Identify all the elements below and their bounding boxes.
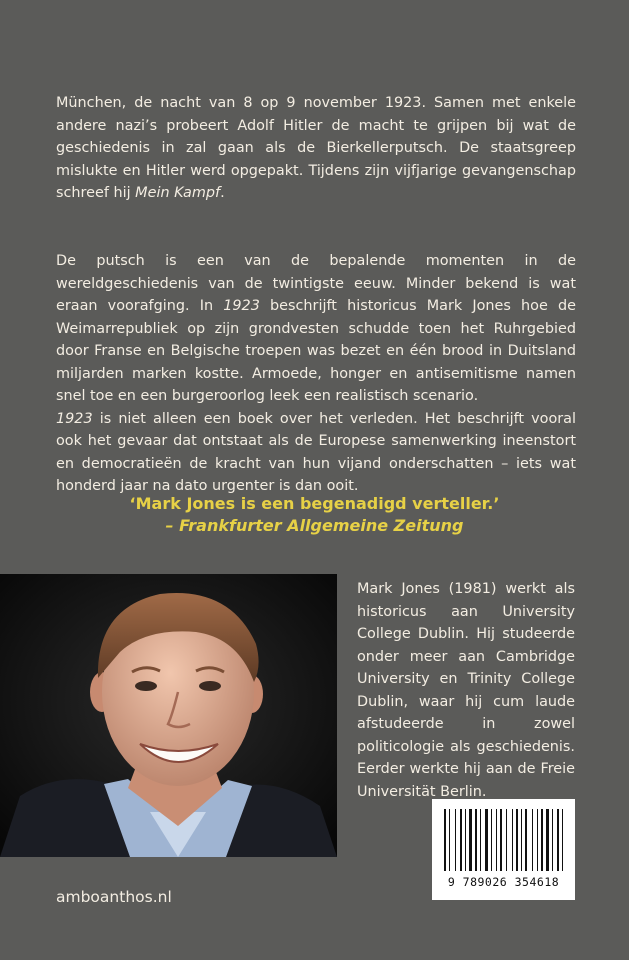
review-source: – Frankfurter Allgemeine Zeitung — [165, 516, 464, 535]
barcode-bar — [512, 809, 513, 871]
body-line-2: beschrijft historicus Mark Jones hoe de Weimarrepubliek op zijn grondvesten schudde toen het Ruhrgebied door Franse en Belgische troepen was bezet en één brood in Duitsland miljarden marken kostte. Armoede, honger en antisemitisme namen snel toe en een burgeroorlog leek een realistisch scenario. — [56, 298, 576, 404]
barcode-bar — [485, 809, 488, 871]
barcode-bar — [541, 809, 543, 871]
isbn-number: 9 789026 354618 — [447, 875, 560, 889]
barcode-bar — [521, 809, 522, 871]
barcode-bar — [465, 809, 466, 871]
intro-text: München, de nacht van 8 op 9 november 1923. Samen met enkele andere nazi’s probeert Adolf Hitler de macht te grijpen bij wat de geschiedenis in zal gaan als de Bierkellerputsch. De staatsgreep mislukte en Hitler werd opgepakt. Tijdens zijn vijfjarige gevangenschap schreef hij — [56, 95, 576, 201]
publisher-website: amboanthos.nl — [56, 888, 172, 906]
body-book-title-1: 1923 — [223, 298, 260, 314]
intro-end: . — [220, 185, 225, 201]
body-line-3: is niet alleen een boek over het verleden. Het beschrijft vooral ook het gevaar dat ontstaat als de Europese samenwerking ineenstort en democratieën de kracht van hun vijand onderschatten – iets wat honderd jaar na dato urgenter is dan ooit. — [56, 410, 576, 494]
barcode-bar — [546, 809, 549, 871]
intro-book-title: Mein Kampf — [135, 185, 221, 201]
barcode-bar — [557, 809, 559, 871]
barcode-bar — [496, 809, 497, 871]
body-line-1: De putsch is een van de bepalende momenten in de wereldgeschiedenis van de twintigste eeuw. Minder bekend is wat eraan voorafging. In — [56, 253, 576, 314]
body-book-title-2: 1923 — [56, 410, 93, 427]
author-photo — [0, 574, 337, 857]
barcode-bar — [480, 809, 481, 871]
barcode-bar — [537, 809, 538, 871]
barcode-bar — [449, 809, 450, 871]
barcode-bar — [460, 809, 462, 871]
barcode — [432, 799, 575, 900]
barcode-bar — [491, 809, 492, 871]
barcode-bar — [469, 809, 472, 871]
barcode-bar — [552, 809, 553, 871]
barcode-bar — [562, 809, 563, 871]
barcode-bar — [516, 809, 518, 871]
author-bio: Mark Jones (1981) werkt als historicus aan University College Dublin. Hij studeerde onder meer aan Cambridge University en Trinity College Dublin, waar hij cum laude afstudeerde in zowel politicologie als geschiedenis. Eerder werkte hij aan de Freie Universität Berlin. — [357, 581, 575, 800]
barcode-bar — [532, 809, 533, 871]
barcode-bar — [500, 809, 502, 871]
intro-paragraph — [56, 92, 576, 205]
barcode-bar — [475, 809, 477, 871]
author-portrait-icon — [0, 574, 337, 857]
body-paragraph — [56, 250, 576, 498]
barcode-bar — [455, 809, 456, 871]
barcode-bar — [506, 809, 507, 871]
barcode-bar — [444, 809, 446, 871]
barcode-bar — [525, 809, 527, 871]
review-quote: ‘Mark Jones is een begenadigd verteller.’ — [129, 494, 500, 513]
